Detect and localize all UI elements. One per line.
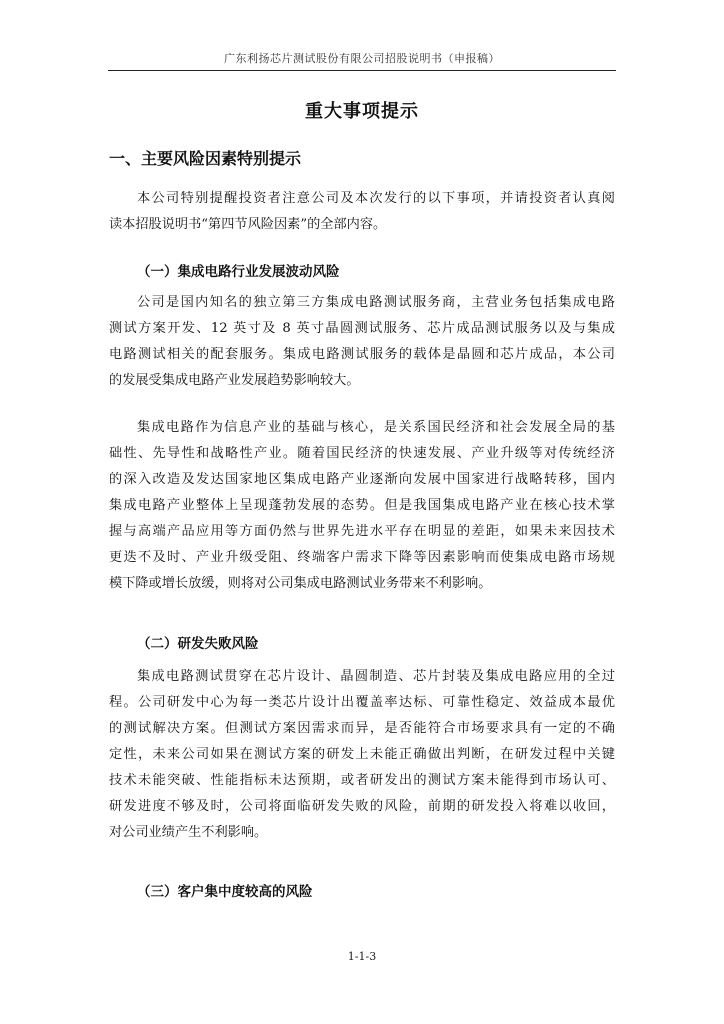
page-number: 1-1-3 bbox=[347, 950, 377, 963]
paragraph-line: 公司是国内知名的独立第三方集成电路测试服务商，主营业务包括集成电路 bbox=[137, 295, 615, 310]
document-title: 重大事项提示 bbox=[305, 101, 419, 122]
paragraph-line: 研发进度不够及时，公司将面临研发失败的风险，前期的研发投入将难以收回， bbox=[109, 799, 615, 814]
subsection-1-paragraph-2 bbox=[109, 415, 615, 597]
paragraph-line: 电路测试相关的配套服务。集成电路测试服务的载体是晶圆和芯片成品，本公司 bbox=[109, 347, 615, 362]
subsection-title-1: （一）集成电路行业发展波动风险 bbox=[137, 264, 340, 280]
section-title: 一、主要风险因素特别提示 bbox=[109, 149, 302, 168]
paragraph-line: 集成电路测试贯穿在芯片设计、晶圆制造、芯片封装及集成电路应用的全过 bbox=[137, 669, 615, 684]
paragraph-line: 集成电路产业整体上呈现蓬勃发展的态势。但是我国集成电路产业在核心技术掌 bbox=[109, 498, 615, 513]
paragraph-line: 程。公司研发中心为每一类芯片设计出覆盖率达标、可靠性稳定、效益成本最优 bbox=[109, 695, 615, 710]
paragraph-line: 本公司特别提醒投资者注意公司及本次发行的以下事项，并请投资者认真阅 bbox=[137, 191, 615, 206]
paragraph-line: 读本招股说明书“第四节风险因素”的全部内容。 bbox=[109, 217, 387, 232]
paragraph-line: 的深入改造及发达国家地区集成电路产业逐渐向发展中国家进行战略转移，国内 bbox=[109, 472, 615, 487]
subsection-2-paragraph-1 bbox=[109, 664, 615, 846]
paragraph-line: 的发展受集成电路产业发展趋势影响较大。 bbox=[109, 373, 360, 388]
paragraph-line: 础性、先导性和战略性产业。随着国民经济的快速发展、产业升级等对传统经济 bbox=[109, 446, 615, 461]
paragraph-line: 对公司业绩产生不利影响。 bbox=[109, 825, 268, 840]
paragraph-line: 模下降或增长放缓，则将对公司集成电路测试业务带来不利影响。 bbox=[109, 576, 492, 591]
paragraph-line: 握与高端产品应用等方面仍然与世界先进水平存在明显的差距，如果未来因技术 bbox=[109, 524, 615, 539]
paragraph-line: 的测试解决方案。但测试方案因需求而异，是否能符合市场要求具有一定的不确 bbox=[109, 721, 615, 736]
subsection-title-3: （三）客户集中度较高的风险 bbox=[137, 884, 313, 900]
intro-paragraph bbox=[109, 186, 615, 238]
paragraph-line: 技术未能突破、性能指标未达预期，或者研发出的测试方案未能得到市场认可、 bbox=[109, 773, 615, 788]
paragraph-line: 更迭不及时、产业升级受阻、终端客户需求下降等因素影响而使集成电路市场规 bbox=[109, 550, 615, 565]
paragraph-line: 定性，未来公司如果在测试方案的研发上未能正确做出判断，在研发过程中关键 bbox=[109, 747, 615, 762]
paragraph-line: 集成电路作为信息产业的基础与核心，是关系国民经济和社会发展全局的基 bbox=[137, 420, 615, 435]
subsection-1-paragraph-1 bbox=[109, 290, 615, 394]
page-header: 广东利扬芯片测试股份有限公司招股说明书（申报稿） bbox=[108, 50, 616, 71]
subsection-title-2: （二）研发失败风险 bbox=[137, 636, 259, 652]
paragraph-line: 测试方案开发、12 英寸及 8 英寸晶圆测试服务、芯片成品测试服务以及与集成 bbox=[109, 321, 615, 336]
